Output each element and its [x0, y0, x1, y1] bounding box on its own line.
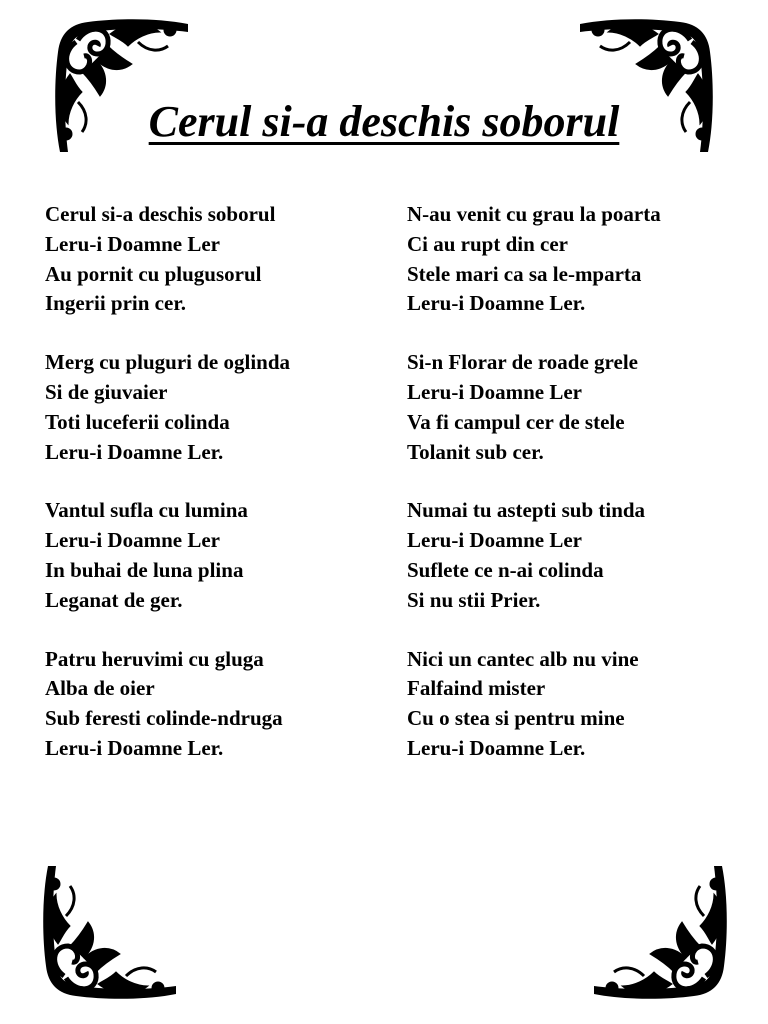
verse-line: Leru-i Doamne Ler. — [407, 291, 586, 316]
verse-line: Leru-i Doamne Ler — [45, 528, 220, 553]
verse-line: Nici un cantec alb nu vine — [407, 646, 639, 671]
verse-line: Leru-i Doamne Ler. — [45, 735, 224, 760]
verse-line: Si nu stii Prier. — [407, 587, 541, 612]
verse-line: Si-n Florar de roade grele — [407, 350, 638, 375]
stanza — [45, 496, 385, 615]
verse-line: Toti luceferii colinda — [45, 409, 230, 434]
flourish-corner-icon — [584, 856, 734, 1006]
stanza — [407, 200, 747, 319]
stanza — [407, 348, 747, 467]
poem-column-right — [407, 200, 747, 793]
verse-line: Cerul si-a deschis soborul — [45, 202, 276, 226]
verse-line: In buhai de luna plina — [45, 557, 244, 582]
stanza — [45, 348, 385, 467]
verse-line: Ingerii prin cer. — [45, 291, 186, 316]
stanza — [45, 200, 385, 319]
verse-line: Leru-i Doamne Ler — [407, 528, 582, 553]
verse-line: Patru heruvimi cu gluga — [45, 646, 264, 671]
verse-line: Vantul sufla cu lumina — [45, 498, 248, 523]
verse-line: Alba de oier — [45, 676, 155, 701]
poem-column-left — [45, 200, 385, 793]
verse-line: Leru-i Doamne Ler. — [45, 439, 224, 464]
verse-line: Va fi campul cer de stele — [407, 409, 625, 434]
poem-title — [0, 92, 768, 152]
stanza — [407, 645, 747, 764]
verse-line: Leru-i Doamne Ler — [407, 379, 582, 404]
stanza — [45, 645, 385, 764]
verse-line: Cu o stea si pentru mine — [407, 706, 625, 731]
verse-line: Falfaind mister — [407, 676, 546, 701]
verse-line: Merg cu pluguri de oglinda — [45, 350, 291, 375]
verse-line: Leganat de ger. — [45, 587, 183, 612]
stanza — [407, 496, 747, 615]
verse-line: Ci au rupt din cer — [407, 231, 569, 256]
flourish-corner-icon — [36, 856, 186, 1006]
verse-line: Sub feresti colinde-ndruga — [45, 706, 283, 731]
verse-line: Stele mari ca sa le-mparta — [407, 261, 642, 286]
verse-line: Tolanit sub cer. — [407, 439, 544, 464]
verse-line: Au pornit cu plugusorul — [45, 261, 262, 286]
verse-line: Numai tu astepti sub tinda — [407, 498, 646, 523]
verse-line: Leru-i Doamne Ler. — [407, 735, 586, 760]
poem-title-text: Cerul si-a deschis soborul — [148, 97, 620, 146]
verse-line: Suflete ce n-ai colinda — [407, 557, 604, 582]
verse-line: N-au venit cu grau la poarta — [407, 202, 661, 226]
verse-line: Si de giuvaier — [45, 379, 168, 404]
verse-line: Leru-i Doamne Ler — [45, 231, 220, 256]
